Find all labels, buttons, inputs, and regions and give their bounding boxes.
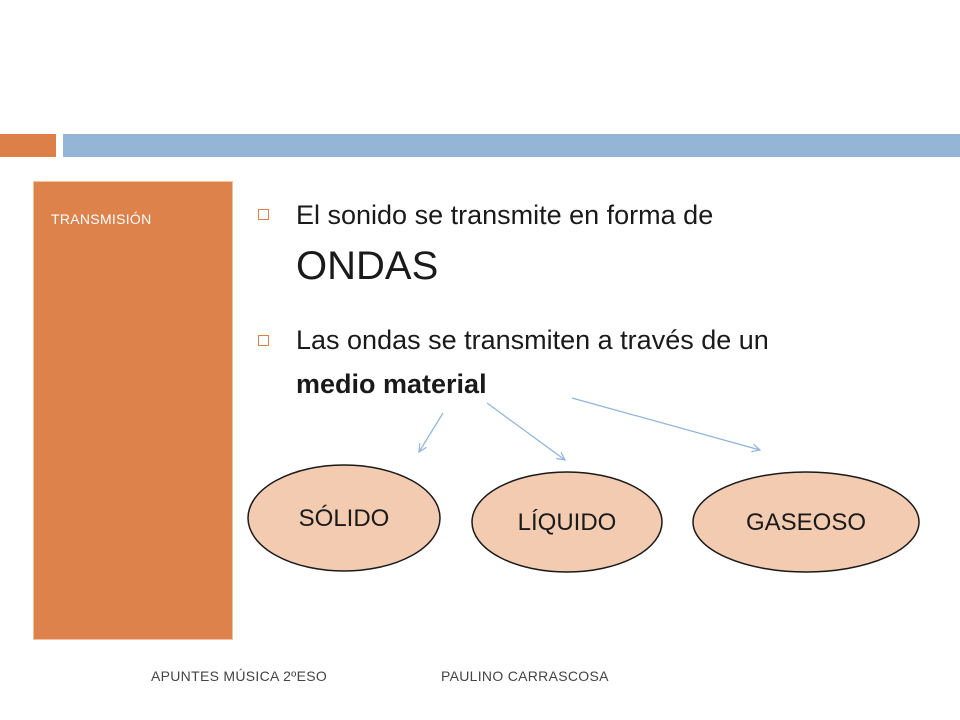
footer-left: APUNTES MÚSICA 2ºESO [151, 668, 328, 684]
state-label-gaseoso: GASEOSO [745, 509, 867, 536]
arrow-to-liquido [487, 403, 565, 460]
bullet-2-line1: Las ondas se transmiten a través de un [296, 325, 769, 355]
side-panel-title: TRANSMISIÓN [51, 211, 152, 227]
state-label-liquido: LÍQUIDO [517, 509, 617, 536]
footer-right: PAULINO CARRASCOSA [441, 668, 609, 684]
bullet-2-emphasis: medio material [296, 369, 487, 399]
bullet-1-emphasis: ONDAS [296, 244, 439, 288]
bullet-1-line1: El sonido se transmite en forma de [296, 200, 714, 230]
arrow-to-solido [419, 413, 443, 452]
state-label-solido: SÓLIDO [298, 505, 390, 532]
arrow-to-gaseoso [572, 398, 760, 450]
